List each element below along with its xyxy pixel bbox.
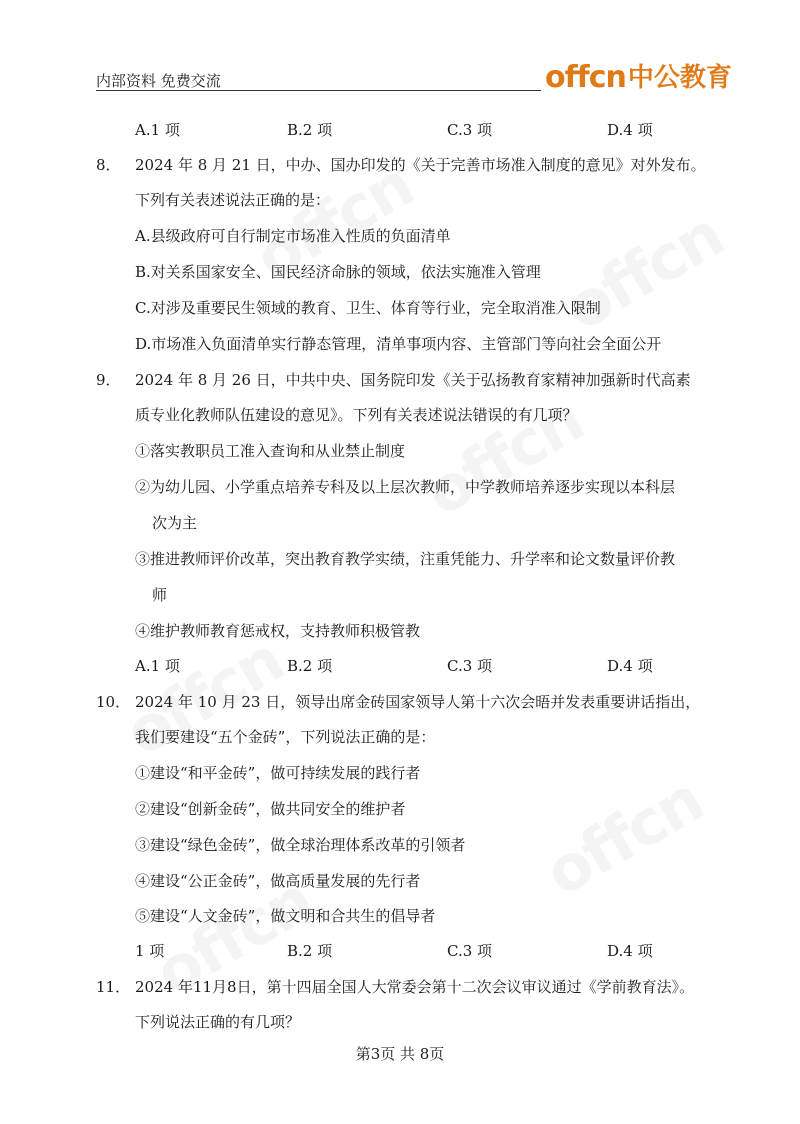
question-10-item: ②建设“创新金砖”，做共同安全的维护者 <box>135 800 406 818</box>
option-c: C.3 项 <box>447 657 493 675</box>
question-10-stem: 2024 年 10 月 23 日，领导出席金砖国家领导人第十六次会晤并发表重要讲话指出， <box>135 693 701 711</box>
question-11-stem: 下列说法正确的有几项？ <box>135 1013 301 1031</box>
option-d: D.4 项 <box>607 121 653 139</box>
question-8-option: B.对关系国家安全、国民经济命脉的领域，依法实施准入管理 <box>135 263 541 281</box>
option-b: B.2 项 <box>287 657 333 675</box>
page-footer: 第3页 共 8页 <box>355 1045 445 1063</box>
question-8-option: C.对涉及重要民生领域的教育、卫生、体育等行业，完全取消准入限制 <box>135 299 601 317</box>
option-d: D.4 项 <box>607 942 653 960</box>
option-b: B.2 项 <box>287 121 333 139</box>
option-a: 1 项 <box>135 942 165 960</box>
option-a: A.1 项 <box>135 657 180 675</box>
option-a: A.1 项 <box>135 121 180 139</box>
question-10-item: ①建设“和平金砖”，做可持续发展的践行者 <box>135 764 421 782</box>
question-9-item: 师 <box>152 586 168 604</box>
question-9-item: ②为幼儿园、小学重点培养专科及以上层次教师，中学教师培养逐步实现以本科层 <box>135 478 676 496</box>
question-8-stem: 2024 年 8 月 21 日，中办、国办印发的《关于完善市场准入制度的意见》对外发布。 <box>135 156 706 174</box>
question-9-stem: 2024 年 8 月 26 日，中共中央、国务院印发《关于弘扬教育家精神加强新时代高素 <box>135 371 691 389</box>
question-9-item: ④维护教师教育惩戒权，支持教师积极管教 <box>135 622 421 640</box>
option-c: C.3 项 <box>447 942 493 960</box>
question-9-item: 次为主 <box>152 514 198 532</box>
option-d: D.4 项 <box>607 657 653 675</box>
question-11-stem: 2024 年11月8日，第十四届全国人大常委会第十二次会议审议通过《学前教育法》。 <box>135 978 695 996</box>
watermark <box>553 198 735 345</box>
question-9-item: ③推进教师评价改革，突出教育教学实绩，注重凭能力、升学率和论文数量评价教 <box>135 550 676 568</box>
question-9-stem: 质专业化教师队伍建设的意见》。下列有关表述说法错误的有几项？ <box>135 406 578 424</box>
question-10-item: ⑤建设“人文金砖”，做文明和合共生的倡导者 <box>135 907 436 925</box>
question-11-number: 11． <box>96 978 131 996</box>
question-8-option: A.县级政府可自行制定市场准入性质的负面清单 <box>135 227 451 245</box>
question-10-number: 10． <box>96 693 131 711</box>
question-10-item: ③建设“绿色金砖”，做全球治理体系改革的引领者 <box>135 836 466 854</box>
header-rule <box>96 90 541 91</box>
question-8-option: D.市场准入负面清单实行静态管理，清单事项内容、主管部门等向社会全面公开 <box>135 335 662 353</box>
question-10-item: ④建设“公正金砖”，做高质量发展的先行者 <box>135 872 421 890</box>
question-9-number: 9． <box>96 371 121 389</box>
question-8-stem: 下列有关表述说法正确的是： <box>135 191 331 209</box>
watermark <box>533 763 715 910</box>
question-10-stem: 我们要建设“五个金砖”，下列说法正确的是： <box>135 728 436 746</box>
question-9-item: ①落实教职员工准入查询和从业禁止制度 <box>135 442 406 460</box>
option-b: B.2 项 <box>287 942 333 960</box>
logo-latin-text: offcn <box>545 60 626 95</box>
header-label: 内部资料 免费交流 <box>96 72 221 90</box>
option-c: C.3 项 <box>447 121 493 139</box>
question-8-number: 8． <box>96 156 121 174</box>
offcn-logo <box>545 58 732 94</box>
logo-chinese-text: 中公教育 <box>627 63 732 93</box>
